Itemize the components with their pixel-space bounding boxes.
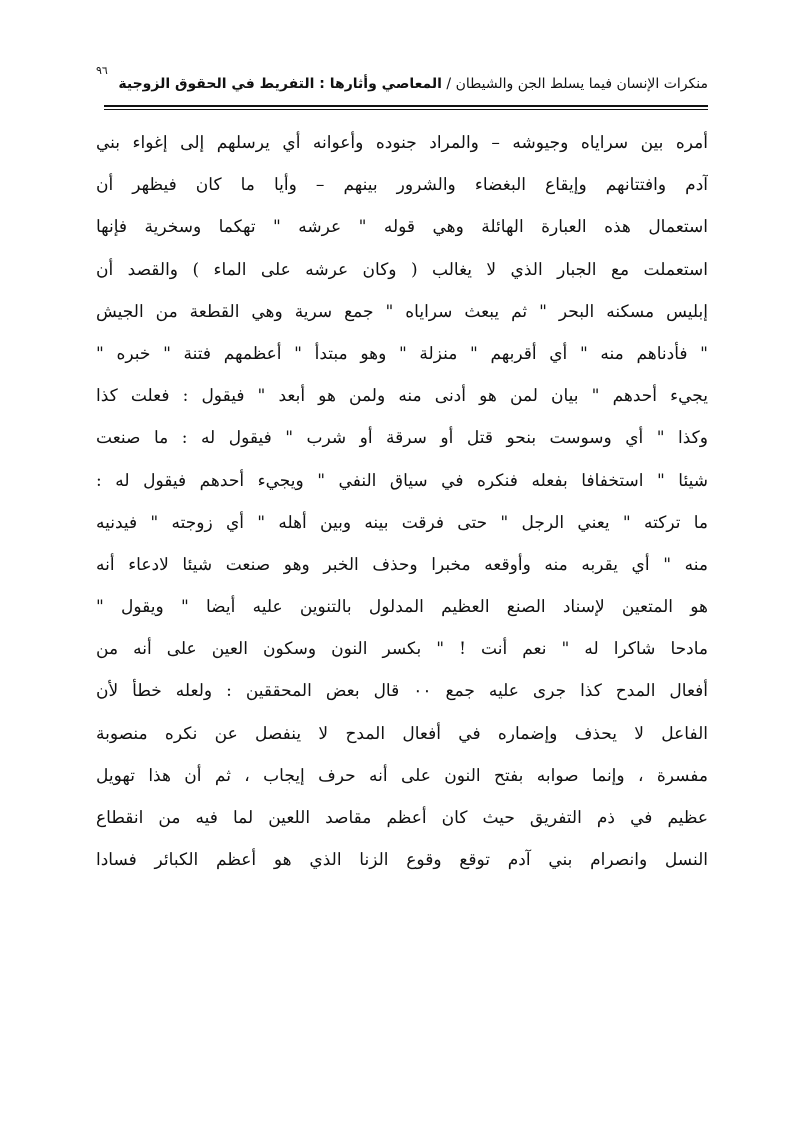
header-rule-thin xyxy=(104,109,708,110)
running-header-title xyxy=(118,76,708,92)
text-line: وكذا " أي وسوست بنحو قتل أو سرقة أو شرب " فيقول له : ما صنعت xyxy=(96,428,708,449)
text-line: أمره بين سراياه وجيوشه – والمراد جنوده وأعوانه أي يرسلهم إلى إغواء بني xyxy=(96,133,708,153)
text-line: أفعال المدح كذا جرى عليه جمع ٠٠ قال بعض المحققين : ولعله خطأ لأن xyxy=(96,681,708,702)
page-number: ٩٦ xyxy=(96,64,108,77)
text-line: هو المتعين لإسناد الصنع العظيم المدلول بالتنوين عليه أيضا " ويقول " xyxy=(96,597,708,618)
text-line: الفاعل لا يحذف وإضماره في أفعال المدح لا ينفصل عن نكره منصوبة xyxy=(96,723,708,744)
text-line: آدم وافتتانهم وإيقاع البغضاء والشرور بينهم – وأيا ما كان فيظهر أن xyxy=(96,175,708,196)
text-line: يجيء أحدهم " بيان لمن هو أدنى منه ولمن هو أبعد " فيقول : فعلت كذا xyxy=(96,386,708,407)
text-line: مادحا شاكرا له " نعم أنت ! " بكسر النون وسكون العين على أنه من xyxy=(96,639,708,660)
text-line: شيئا " استخفافا بفعله فنكره في سياق النفي " ويجيء أحدهم فيقول له : xyxy=(96,470,708,491)
page-header xyxy=(96,62,708,102)
text-line: استعملت مع الجبار الذي لا يغالب ( وكان عرشه على الماء ) والقصد أن xyxy=(96,259,708,280)
text-line: مفسرة ، وإنما صوابه بفتح النون على أنه حرف إيجاب ، ثم أن هذا تهويل xyxy=(96,765,708,786)
text-line: عظيم في ذم التفريق حيث كان أعظم مقاصد اللعين لما فيه من انقطاع xyxy=(96,808,708,828)
running-header-book-title: منكرات الإنسان فيما يسلط الجن والشيطان / xyxy=(441,76,708,92)
running-header-chapter-title: المعاصي وأثارها : التفريط في الحقوق الزوجية xyxy=(118,76,442,92)
text-line: ما تركته " يعني الرجل " حتى فرقت بينه وبين أهله " أي زوجته " فيدنيه xyxy=(96,512,708,533)
text-line: النسل وانصرام بني آدم توقع وقوع الزنا الذي هو أعظم الكبائر فسادا xyxy=(96,850,708,871)
text-line: " فأدناهم منه " أي أقربهم " منزلة " وهو مبتدأ " أعظمهم فتنة " خبره " xyxy=(96,343,708,364)
text-line: منه " أي يقربه منه وأوقعه مخبرا وحذف الخبر وهو صنعت شيئا لادعاء أنه xyxy=(96,554,708,575)
header-rule xyxy=(104,105,708,107)
body-text xyxy=(96,122,708,881)
text-line: إبليس مسكنه البحر " ثم يبعث سراياه " جمع سرية وهي القطعة من الجيش xyxy=(96,301,708,322)
text-line: استعمال هذه العبارة الهائلة وهي قوله " عرشه " تهكما وسخرية فإنها xyxy=(96,217,708,238)
